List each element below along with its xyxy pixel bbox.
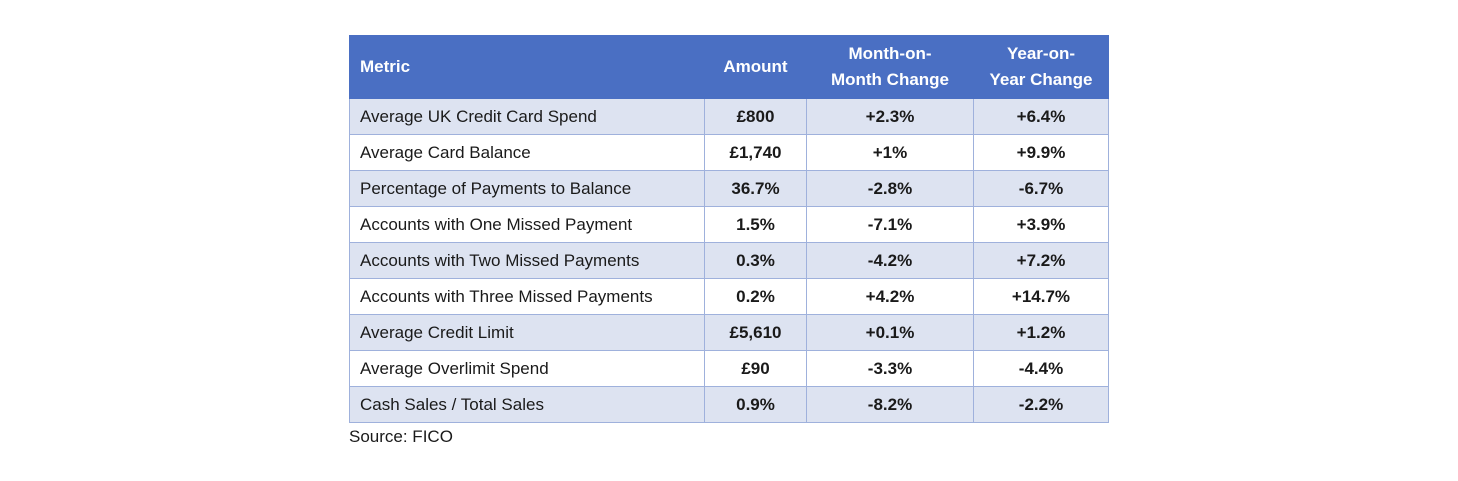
- cell-amount: 0.3%: [705, 243, 807, 279]
- cell-yoy: +1.2%: [974, 315, 1109, 351]
- table-body: [350, 99, 1109, 423]
- source-caption: Source: FICO: [349, 427, 453, 446]
- cell-yoy: -2.2%: [974, 387, 1109, 423]
- cell-yoy: +14.7%: [974, 279, 1109, 315]
- header-yoy-line2: Year Change: [989, 70, 1093, 89]
- cell-amount: £1,740: [705, 135, 807, 171]
- cell-yoy: +3.9%: [974, 207, 1109, 243]
- credit-card-metrics-table: [349, 35, 1109, 423]
- cell-metric: Accounts with Three Missed Payments: [350, 279, 705, 315]
- cell-amount: 1.5%: [705, 207, 807, 243]
- table-row: [350, 351, 1109, 387]
- cell-mom: -7.1%: [807, 207, 974, 243]
- cell-metric: Accounts with Two Missed Payments: [350, 243, 705, 279]
- header-month-on-month-change: [807, 36, 974, 99]
- table-row: [350, 315, 1109, 351]
- header-mom-line2: Month Change: [830, 70, 950, 89]
- cell-metric: Average Card Balance: [350, 135, 705, 171]
- cell-metric: Average Overlimit Spend: [350, 351, 705, 387]
- cell-metric: Average UK Credit Card Spend: [350, 99, 705, 135]
- cell-mom: -4.2%: [807, 243, 974, 279]
- cell-metric: Percentage of Payments to Balance: [350, 171, 705, 207]
- header-metric: Metric: [350, 36, 705, 99]
- table-row: [350, 207, 1109, 243]
- cell-amount: £90: [705, 351, 807, 387]
- cell-yoy: -6.7%: [974, 171, 1109, 207]
- table-row: [350, 135, 1109, 171]
- table-row: [350, 279, 1109, 315]
- cell-metric: Average Credit Limit: [350, 315, 705, 351]
- header-amount: Amount: [705, 36, 807, 99]
- cell-mom: -2.8%: [807, 171, 974, 207]
- cell-mom: +0.1%: [807, 315, 974, 351]
- header-yoy-line1: Year-on-: [1006, 44, 1076, 63]
- cell-amount: 36.7%: [705, 171, 807, 207]
- table-row: [350, 387, 1109, 423]
- header-row: [350, 36, 1109, 99]
- cell-amount: 0.2%: [705, 279, 807, 315]
- header-mom-line1: Month-on-: [848, 44, 932, 63]
- cell-yoy: +9.9%: [974, 135, 1109, 171]
- table-header: [350, 36, 1109, 99]
- cell-mom: +4.2%: [807, 279, 974, 315]
- cell-yoy: -4.4%: [974, 351, 1109, 387]
- table-row: [350, 171, 1109, 207]
- cell-mom: +1%: [807, 135, 974, 171]
- table-row: [350, 99, 1109, 135]
- cell-metric: Cash Sales / Total Sales: [350, 387, 705, 423]
- cell-mom: +2.3%: [807, 99, 974, 135]
- table-row: [350, 243, 1109, 279]
- header-year-on-year-change: [974, 36, 1109, 99]
- cell-amount: 0.9%: [705, 387, 807, 423]
- cell-metric: Accounts with One Missed Payment: [350, 207, 705, 243]
- metrics-table-container: [349, 35, 1108, 448]
- cell-yoy: +7.2%: [974, 243, 1109, 279]
- cell-amount: £5,610: [705, 315, 807, 351]
- cell-mom: -3.3%: [807, 351, 974, 387]
- cell-yoy: +6.4%: [974, 99, 1109, 135]
- cell-mom: -8.2%: [807, 387, 974, 423]
- cell-amount: £800: [705, 99, 807, 135]
